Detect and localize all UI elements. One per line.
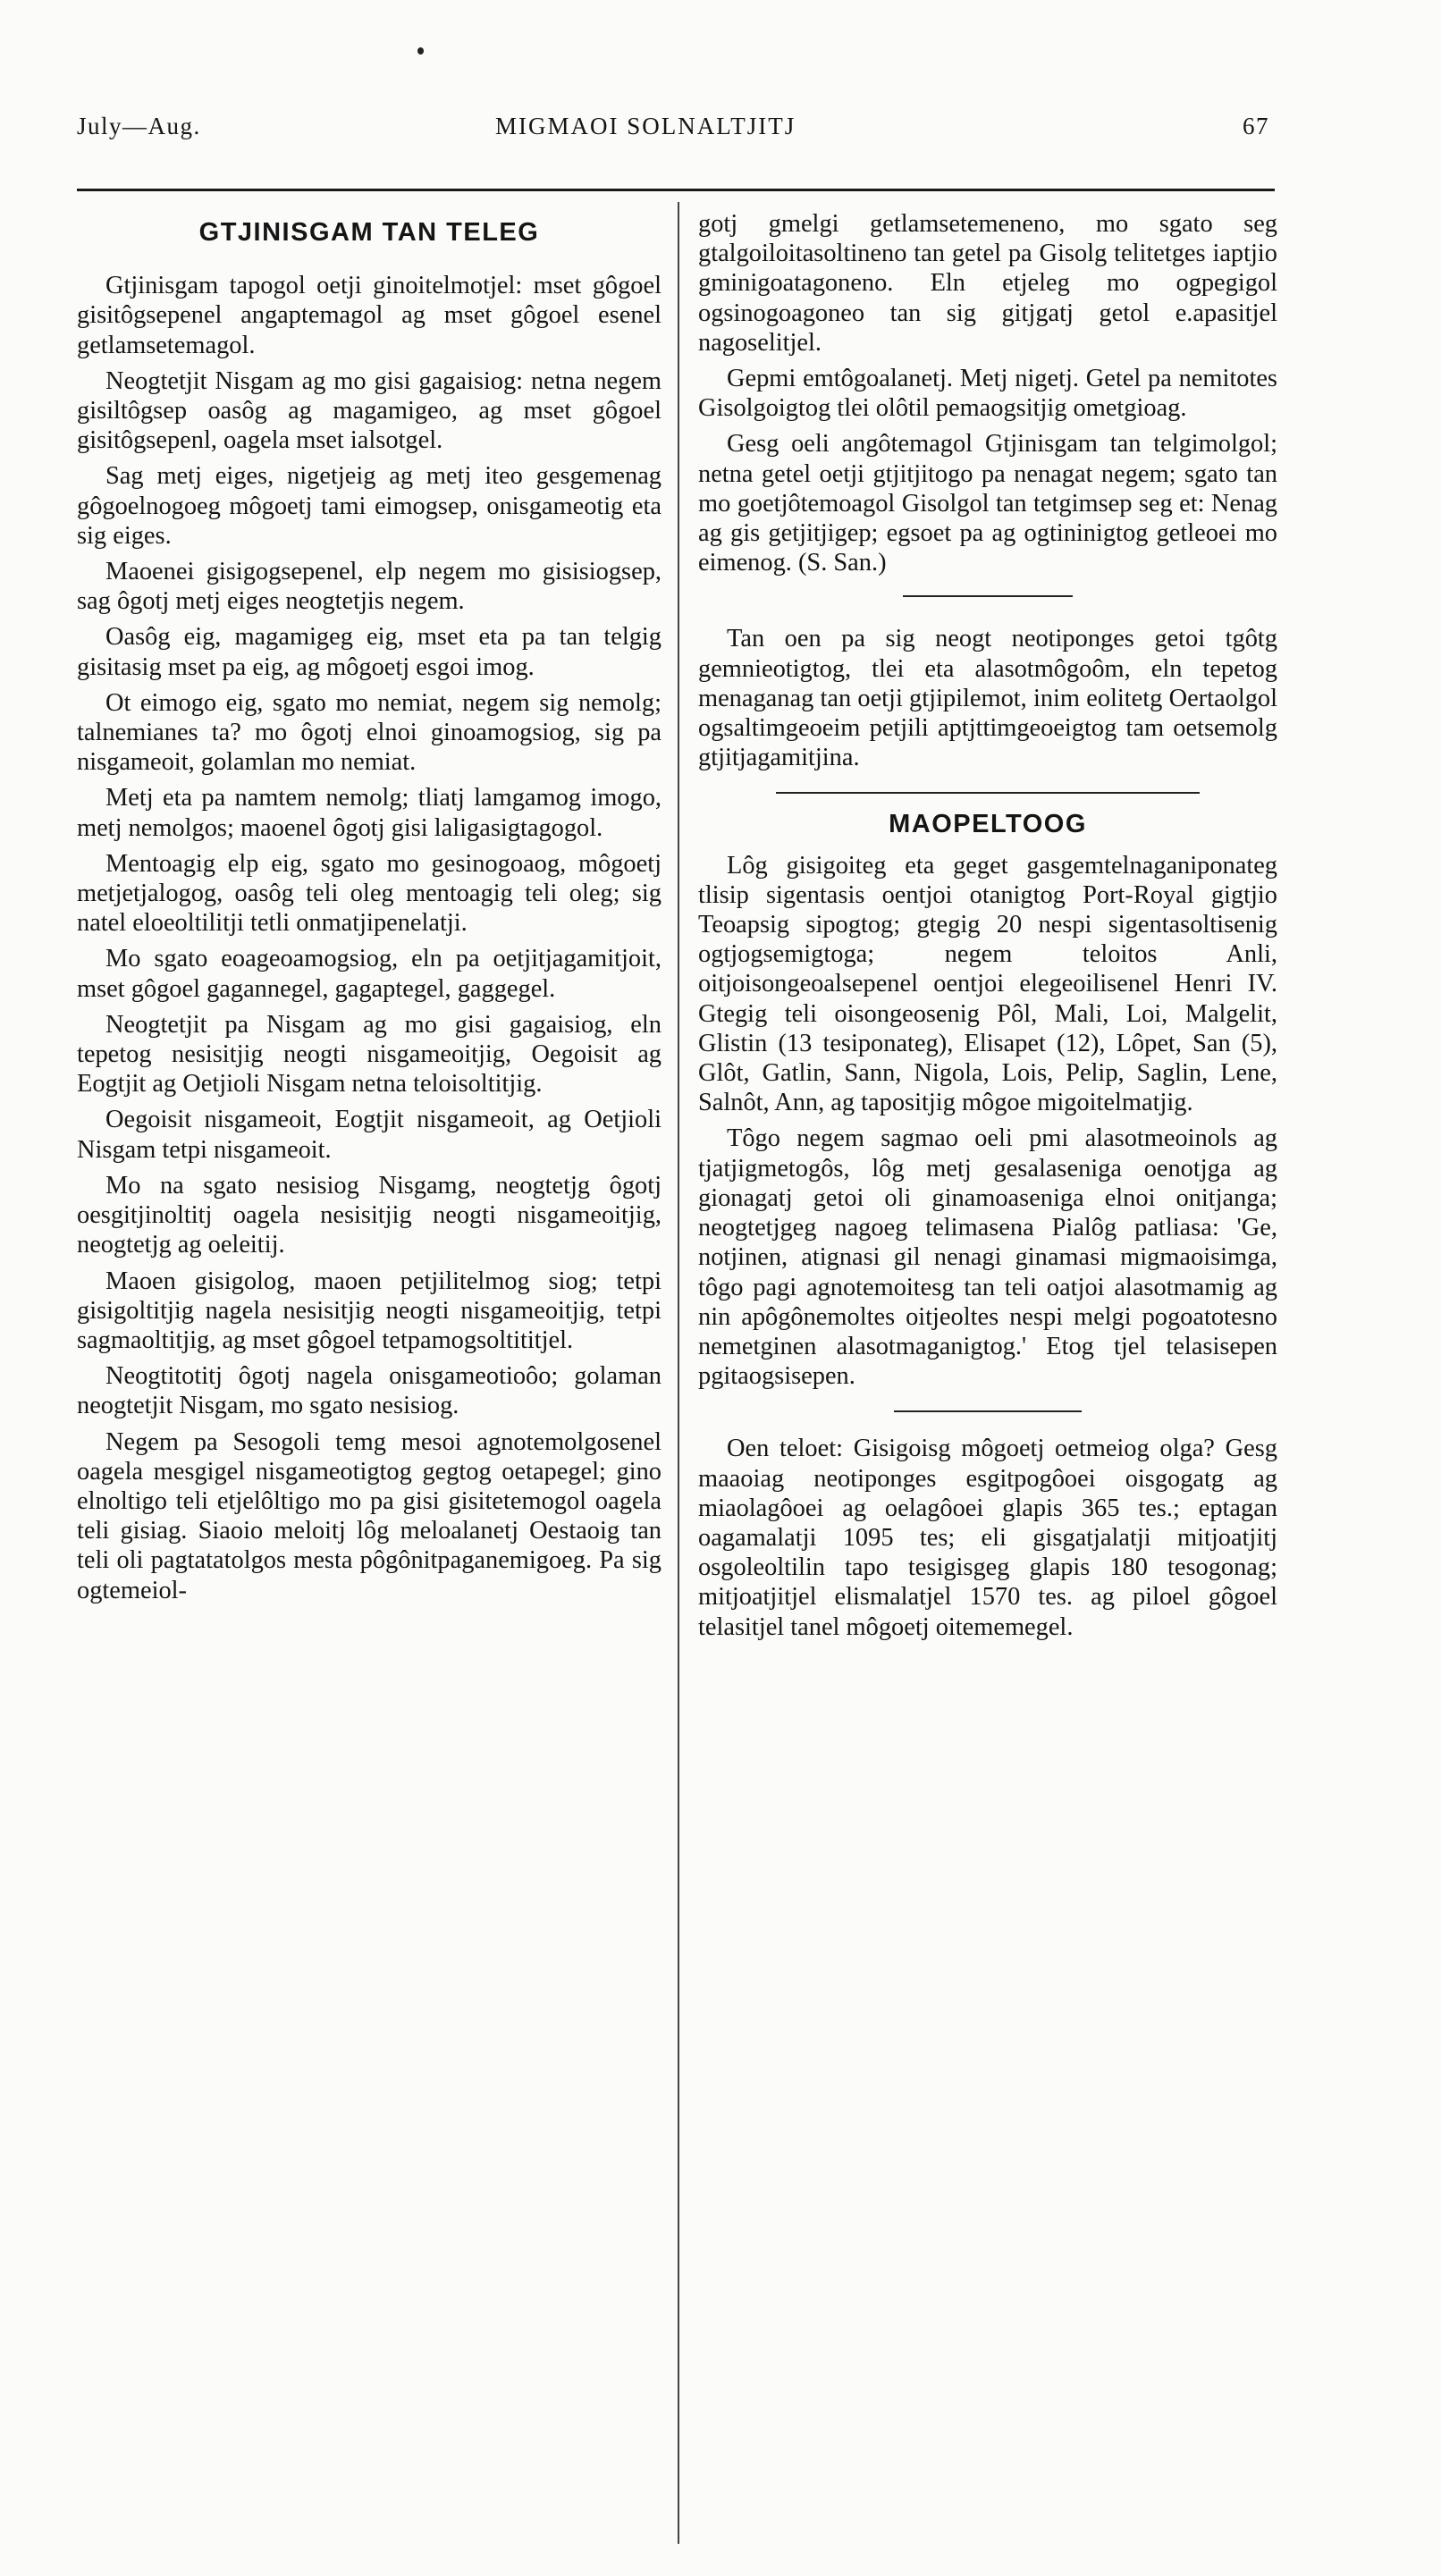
paragraph: Neogtetjit Nisgam ag mo gisi gagaisiog: netna negem gisiltôgsep oasôg ag magamigeo, ag mset gôgoel gisitôgsepenl, oagela mset ialsotgel. (77, 366, 662, 455)
paragraph: Negem pa Sesogoli temg mesoi agnotemolgosenel oagela mesgigel nisgameotigtog gegtog oetapegel; gino elnoltigo teli etjelôltigo mo pa gisi gisitetemogol oagela teli gisiag. Siaoio meloitj lôg meloalanetj Oestaoig tan teli oli pagtatatolgos mesta pôgônitpaganemigoeg. Pa sig ogtemeiol- (77, 1427, 662, 1604)
article-heading: GTJINISGAM TAN TELEG (198, 218, 540, 247)
section-separator (894, 1410, 1082, 1412)
paragraph: Oasôg eig, magamigeg eig, mset eta pa tan telgig gisitasig mset pa eig, ag môgoetj esgoi imog. (77, 623, 662, 681)
column-divider (678, 202, 679, 2544)
paragraph: Gtjinisgam tapogol oetji ginoitelmotjel: mset gôgoel gisitôgsepenel angaptemagol ag mset gôgoel esenel getlamsetemagol. (77, 272, 662, 359)
left-column (77, 209, 662, 1612)
running-header (77, 113, 1269, 152)
header-publication-title: MIGMAOI SOLNALTJITJ (495, 113, 796, 139)
paragraph: Lôg gisigoiteg eta geget gasgemtelnaganiponateg tlisip sigentasis oentjoi otanigtog Port-Royal gigtjio Teoapsig sipogtog; gtegig 20 nespi sigentasoltisenig ogtjogsemigtoga; negem teloitos Anli, oitjoisongeoalsepenel oentjoi elegeoilisenel Henri IV. Gtegig teli oisongeosenig Pôl, Mali, Loi, Malgelit, Glistin (13 tesiponateg), Elisapet (12), Lôpet, San (5), Glôt, Gatlin, Sann, Nigola, Lois, Pelip, Saglin, Lene, Salnôt, Ann, ag tapositjig môgoe migoitelmatjig. (698, 851, 1277, 1117)
paragraph: Gepmi emtôgoalanetj. Metj nigetj. Getel pa nemitotes Gisolgoigtog tlei olôtil pemaogsitjig ometgioag. (698, 365, 1277, 423)
paragraph: Metj eta pa namtem nemolg; tliatj lamgamog imogo, metj nemolgos; maoenel ôgotj gisi laligasigtagogol. (77, 784, 662, 842)
section-rule (776, 792, 1200, 794)
paragraph: Neogtetjit pa Nisgam ag mo gisi gagaisiog, eln tepetog nesisitjig neogti nisgameoitjig, Oegoisit ag Eogtjit ag Oetjioli Nisgam netna teloisoltitjig. (77, 1010, 662, 1099)
section-separator (903, 595, 1073, 597)
header-rule (77, 189, 1275, 191)
paragraph: Mo sgato eoageoamogsiog, eln pa oetjitjagamitjoit, mset gôgoel gagannegel, gagaptegel, gaggegel. (77, 945, 662, 1003)
paragraph: Gesg oeli angôtemagol Gtjinisgam tan telgimolgol; netna getel oetji gtjitjitogo pa nenagat negem; sgato tan mo goetjôtemoagol Gisolgol tan tetgimsep seg et: Nenag ag gis getjitjigep; egsoet pa ag ogtininigtog getleoei mo eimenog. (S. San.) (698, 430, 1277, 577)
paragraph: Tan oen pa sig neogt neotiponges getoi tgôtg gemnieotigtog, tlei eta alasotmôgoôm, eln tepetog menaganag tan oetji gtjipilemot, inim eolitetg Oertaolgol ogsaltimgeoeim petjili aptjttimgeoeigtog tam oetsemolg gtjitjagamitjina. (698, 625, 1277, 772)
paragraph: Mo na sgato nesisiog Nisgamg, neogtetjg ôgotj oesgitjinoltitj oagela nesisitjig neogti nisgameoitjig, neogtetjg ag oeleitij. (77, 1171, 662, 1259)
paragraph: Ot eimogo eig, sgato mo nemiat, negem sig nemolg; talnemianes ta? mo ôgotj elnoi ginoamogsiog, sig pa nisgameoit, golamlan mo nemiat. (77, 688, 662, 777)
right-column (698, 209, 1277, 1648)
paragraph: Oegoisit nisgameoit, Eogtjit nisgameoit, ag Oetjioli Nisgam tetpi nisgameoit. (77, 1106, 662, 1164)
header-date: July—Aug. (77, 113, 201, 139)
paragraph: Tôgo negem sagmao oeli pmi alasotmeoinols ag tjatjigmetogôs, lôg metj gesalaseniga oenotjga ag gionagatj getoi oli ginamoaseniga elnoi onitjanga; neogtetjgeg nagoeg telimasena Pialôg patliasa: 'Ge, notjinen, atignasi gil nenagi ginamasi migmaoisimga, tôgo pagi agnotemoitesg tan teli oatjoi alasotmamig ag nin apôgônemoltes oitjeoltes nespi melgi pogoatotesno nemetginen alasotmaganigtog.' Etog tjel telasisepen pgitaogsisepen. (698, 1124, 1277, 1391)
section-heading: MAOPELTOOG (889, 810, 1087, 839)
paragraph: Maoenei gisigogsepenel, elp negem mo gisisiogsep, sag ôgotj metj eiges neogtetjis negem. (77, 558, 662, 616)
paragraph: Sag metj eiges, nigetjeig ag metj iteo gesgemenag gôgoelnogoeg môgoetj tami eimogsep, onisgameotig eta sig eiges. (77, 462, 662, 550)
paragraph: Neogtitotitj ôgotj nagela onisgameotioôo; golaman neogtetjit Nisgam, mo sgato nesisiog. (77, 1362, 662, 1420)
paragraph: Maoen gisigolog, maoen petjilitelmog siog; tetpi gisigoltitjig nagela nesisitjig neogti nisgameoitjig, tetpi sagmaoltitjig, ag mset gôgoel tetpamogsoltititjel. (77, 1267, 662, 1354)
paragraph: Oen teloet: Gisigoisg môgoetj oetmeiog olga? Gesg maaoiag neotiponges esgitpogôoei oisgogatg ag miaolagôoei ag oelagôoei glapis 365 tes.; eptagan oagamalatji 1095 tes; eli gisgatjalatji mitjoatjitj osgoleoltilin tapo tesigisgeg glapis 180 tesogonag; mitjoatjitjel elismalatjel 1570 tes. ag piloel gôgoel telasitjel tanel môgoetj oitememegel. (698, 1435, 1277, 1641)
page-number: 67 (1243, 113, 1269, 139)
paragraph-continued: gotj gmelgi getlamsetemeneno, mo sgato seg gtalgoiloitasoltineno tan getel pa Gisolg telitetges iaptjio gminigoatagoneno. Eln etjeleg mo ogpegigol ogsinogoagoneo tan sig gitjgatj getol e.apasitjel nagoselitjel. (698, 210, 1277, 357)
ink-speck (417, 47, 424, 55)
paragraph: Mentoagig elp eig, sgato mo gesinogoaog, môgoetj metjetjalogog, oasôg teli oleg mentoagig teli oleg; sig natel eloeoltilitji tetli onmatjipenelatji. (77, 849, 662, 938)
